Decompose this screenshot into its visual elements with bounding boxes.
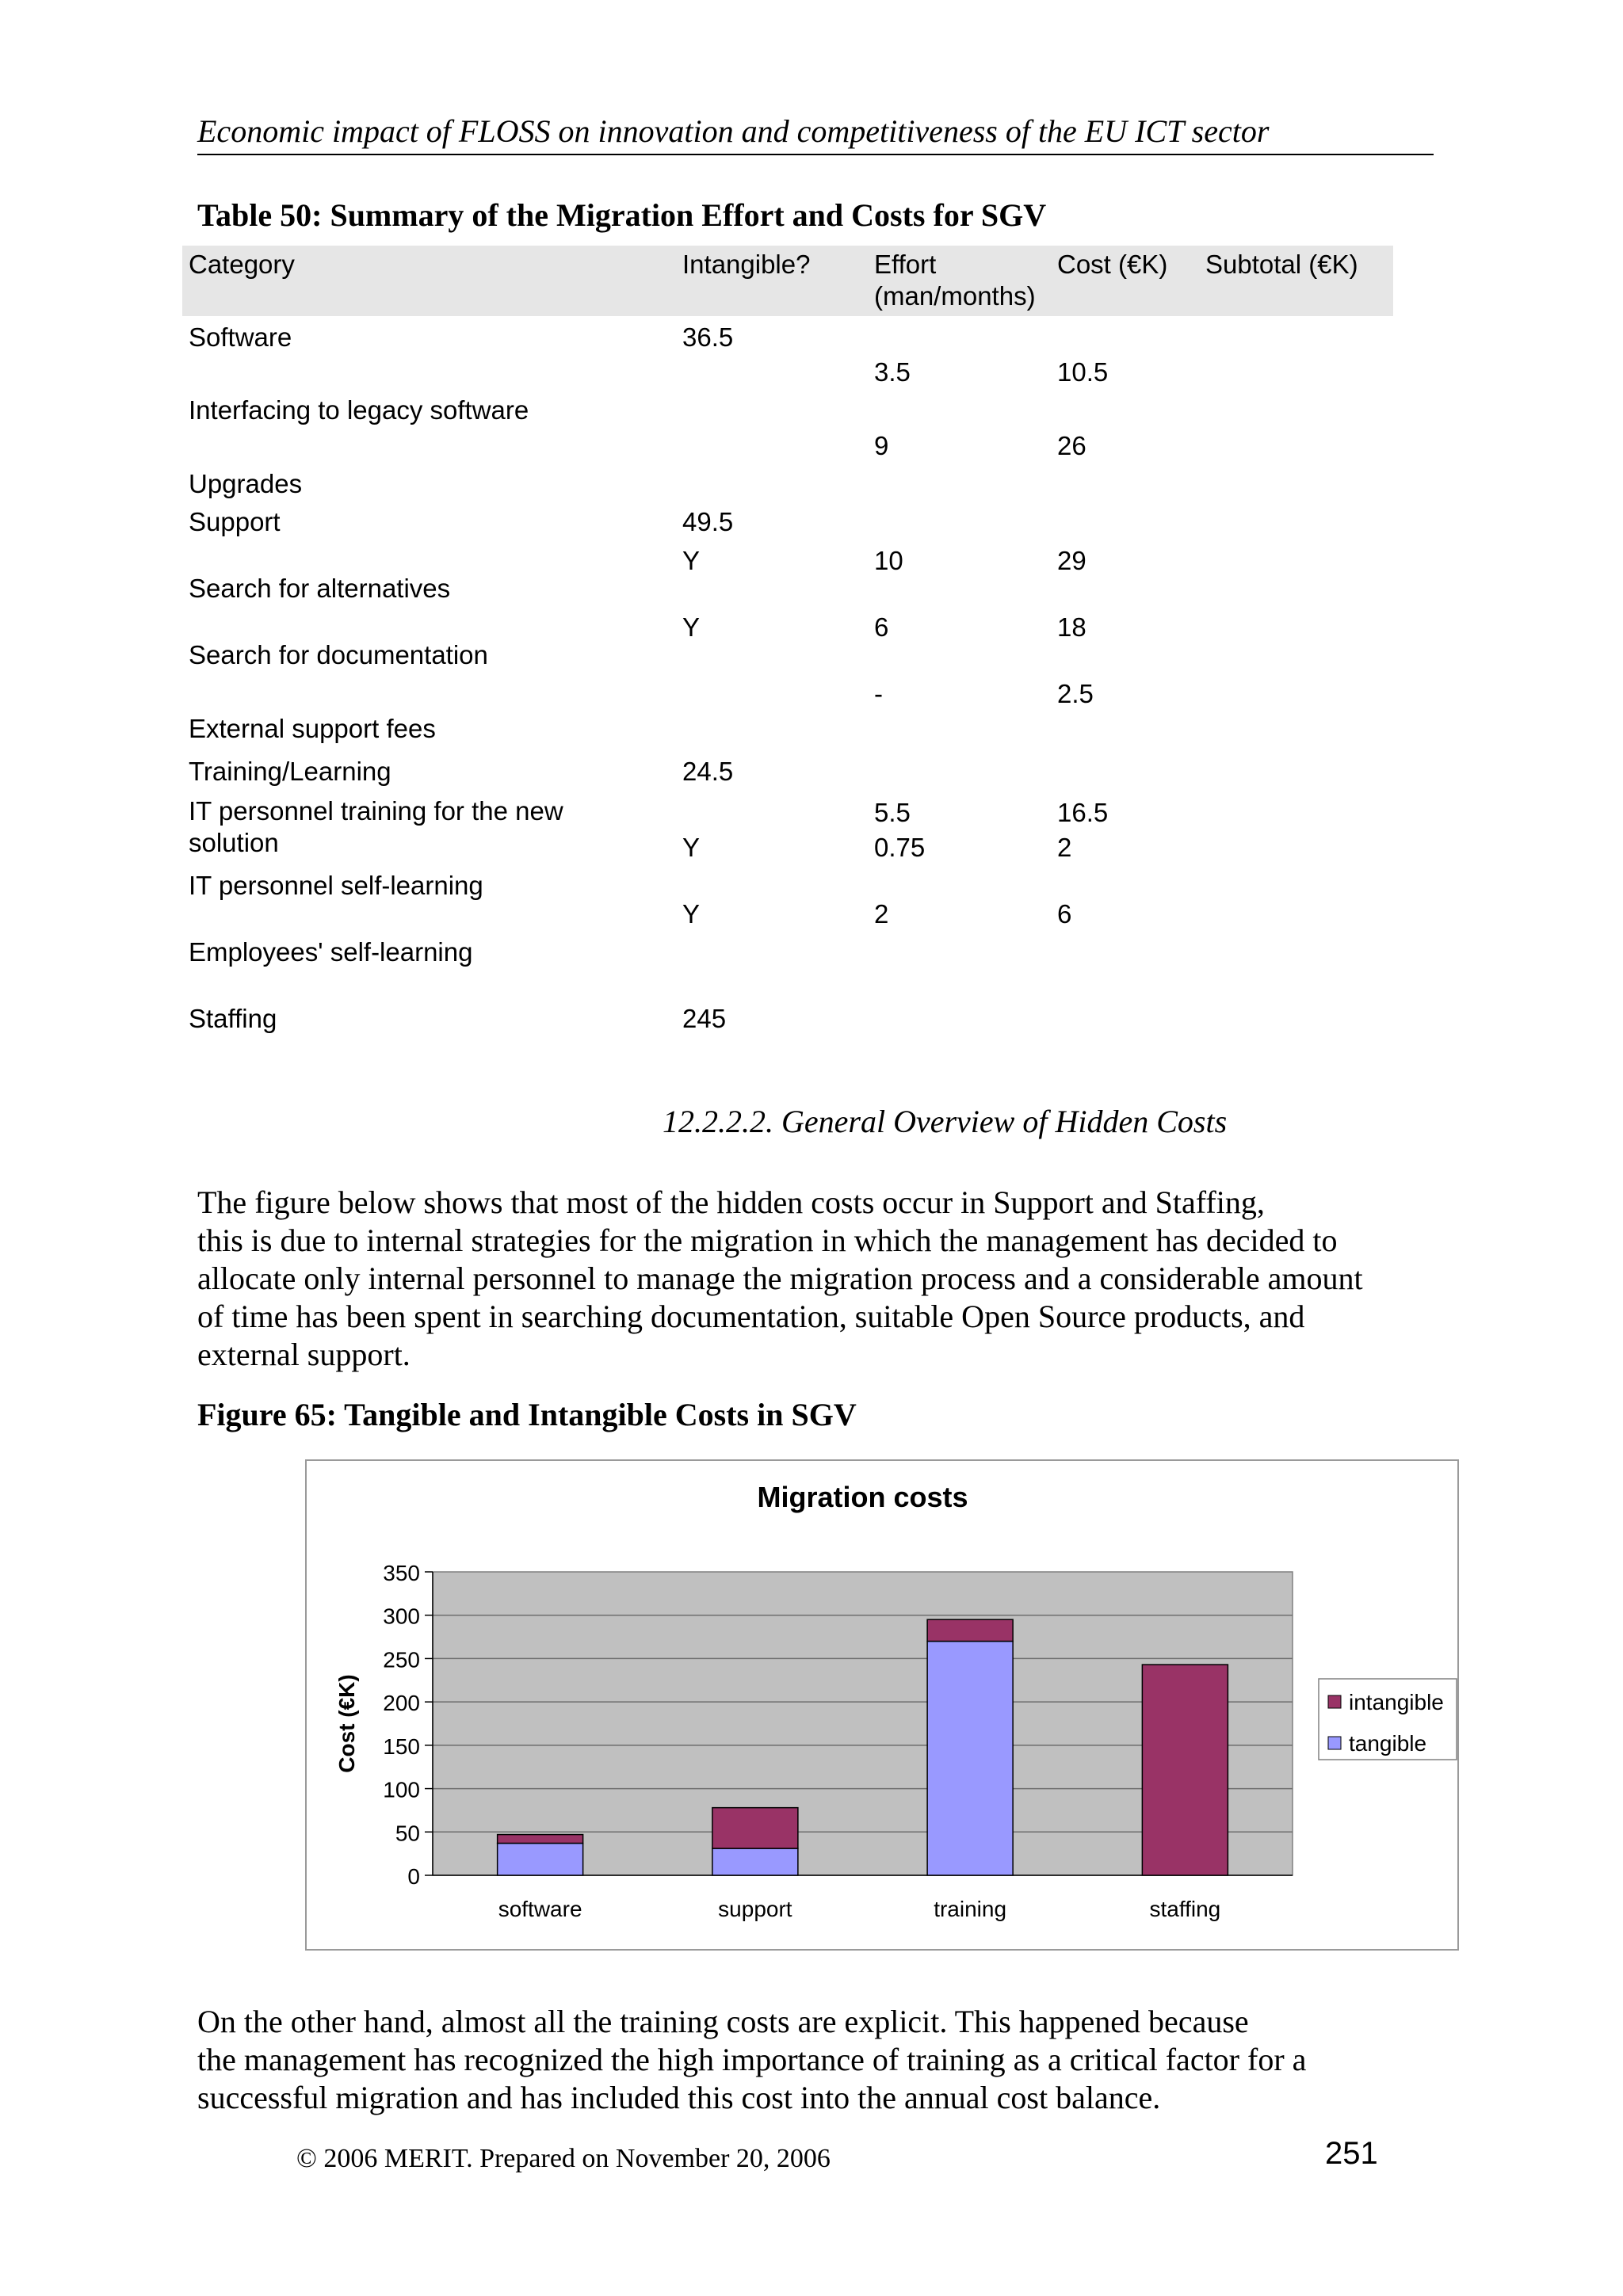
row-intangible: 36.5 (682, 322, 734, 352)
y-tick-label: 0 (407, 1864, 420, 1889)
bar-intangible-software (498, 1835, 583, 1844)
legend-swatch-intangible (1328, 1695, 1341, 1708)
header-subtotal: Subtotal (€K) (1205, 250, 1358, 279)
row-intangible: Y (682, 612, 701, 642)
chart-frame (305, 1459, 1459, 1951)
header-cost: Cost (€K) (1057, 250, 1168, 279)
row-category: Training/Learning (189, 757, 391, 786)
row-cost: 16.5 (1057, 798, 1109, 827)
row-intangible: Y (682, 546, 701, 575)
row-cost: 29 (1057, 546, 1086, 575)
legend-label-intangible: intangible (1349, 1690, 1444, 1714)
y-axis-label: Cost (€K) (334, 1674, 359, 1773)
row-category: Upgrades (189, 469, 303, 498)
header-intangible: Intangible? (682, 250, 811, 279)
row-category: External support fees (189, 714, 436, 743)
row-intangible: Y (682, 833, 701, 862)
paragraph: The figure below shows that most of the hidden costs occur in Support and Staffing, this is due to internal strategies for the migration in which the management has decided to allocate only internal personnel to manage the migration process and a considerable amount of time has been spent in searching documentation, suitable Open Source products, and external support. (197, 1184, 1363, 1372)
running-header: Economic impact of FLOSS on innovation and competitiveness of the EU ICT sector (197, 109, 1434, 155)
row-effort: 10 (874, 546, 903, 575)
migration-costs-chart (307, 1461, 1457, 1949)
row-effort: 9 (874, 431, 889, 460)
bar-tangible-support (712, 1848, 798, 1875)
row-category: IT personnel training for the new solution (189, 796, 563, 857)
legend-label-tangible: tangible (1349, 1731, 1427, 1756)
row-cost: 2.5 (1057, 679, 1094, 708)
section-heading: 12.2.2.2. General Overview of Hidden Costs (663, 1104, 1228, 1139)
row-effort: 3.5 (874, 357, 911, 387)
row-category: Search for alternatives (189, 574, 451, 603)
bar-intangible-staffing (1142, 1665, 1228, 1875)
row-category: IT personnel self-learning (189, 871, 483, 900)
row-cost: 18 (1057, 612, 1086, 642)
bar-tangible-training (927, 1642, 1013, 1875)
row-effort: 0.75 (874, 833, 926, 862)
y-tick-label: 250 (383, 1647, 420, 1672)
row-category: Search for documentation (189, 640, 488, 669)
row-effort: 5.5 (874, 798, 911, 827)
y-tick-label: 100 (383, 1777, 420, 1802)
y-tick-label: 50 (395, 1821, 420, 1846)
chart-title: Migration costs (757, 1481, 968, 1513)
y-tick-label: 200 (383, 1691, 420, 1716)
row-cost: 2 (1057, 833, 1072, 862)
row-effort: 6 (874, 612, 889, 642)
paragraph: On the other hand, almost all the training costs are explicit. This happened because the management has recognized the high importance of training as a critical factor for a successful migration and has included this cost into the annual cost balance. (197, 2004, 1307, 2115)
y-tick-label: 300 (383, 1604, 420, 1629)
y-tick-label: 150 (383, 1733, 420, 1759)
row-cost: 10.5 (1057, 357, 1109, 387)
row-effort: - (874, 679, 883, 708)
row-category: Software (189, 322, 292, 352)
bar-intangible-training (927, 1619, 1013, 1641)
page-number: 251 (1325, 2136, 1378, 2171)
x-tick-label: training (934, 1897, 1007, 1921)
row-intangible: 24.5 (682, 757, 734, 786)
y-tick-label: 350 (383, 1561, 420, 1585)
footer-copyright: © 2006 MERIT. Prepared on November 20, 2006 (296, 2144, 831, 2173)
header-effort: Effort (man/months) (874, 250, 1036, 311)
row-category: Interfacing to legacy software (189, 395, 529, 425)
x-tick-label: software (498, 1897, 582, 1921)
row-intangible: 49.5 (682, 507, 734, 536)
row-category: Support (189, 507, 281, 536)
row-cost: 6 (1057, 899, 1072, 929)
x-tick-label: support (718, 1897, 792, 1921)
header-category: Category (189, 250, 295, 279)
table-caption: Table 50: Summary of the Migration Effort and Costs for SGV (197, 197, 1047, 233)
row-category: Staffing (189, 1004, 277, 1033)
row-cost: 26 (1057, 431, 1086, 460)
bar-tangible-software (498, 1844, 583, 1875)
row-category: Employees' self-learning (189, 937, 473, 967)
x-tick-label: staffing (1149, 1897, 1221, 1921)
row-intangible: Y (682, 899, 701, 929)
table-header-row (182, 246, 1393, 316)
figure-caption: Figure 65: Tangible and Intangible Costs in SGV (197, 1397, 857, 1432)
row-intangible: 245 (682, 1004, 727, 1033)
row-effort: 2 (874, 899, 889, 929)
bar-intangible-support (712, 1808, 798, 1848)
legend-swatch-tangible (1328, 1737, 1341, 1749)
